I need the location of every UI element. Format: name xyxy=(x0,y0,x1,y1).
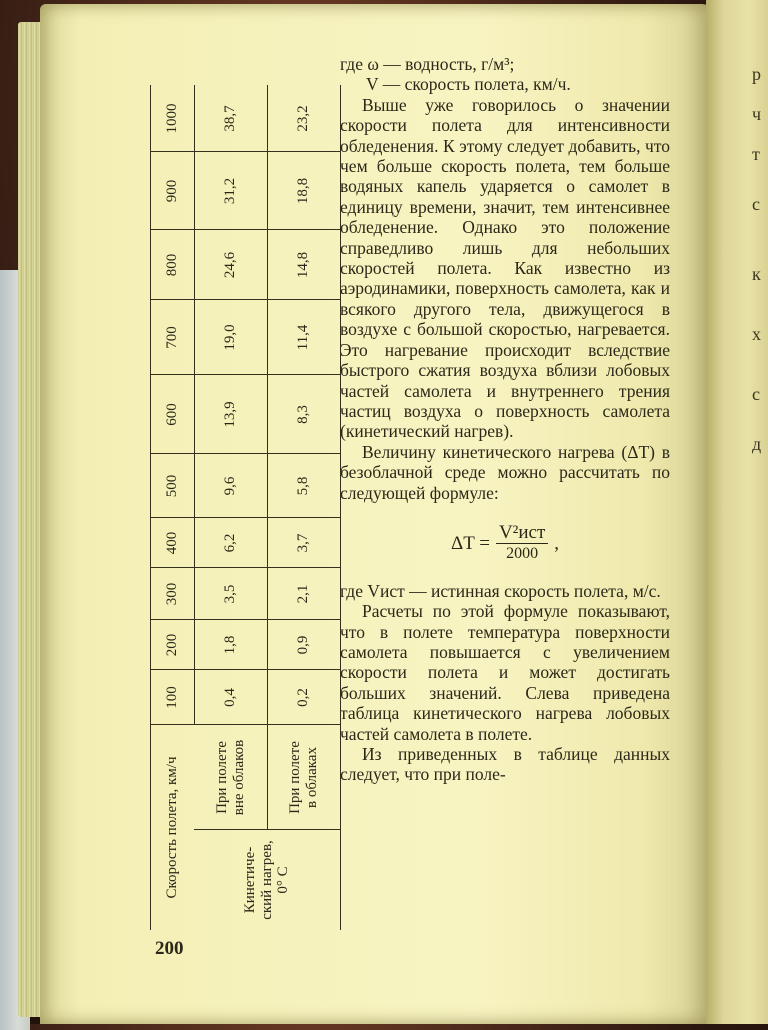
row-label-line: вне облаков xyxy=(230,739,247,816)
table-cell: 13,9 xyxy=(222,401,239,428)
table-cell: 31,2 xyxy=(222,177,239,205)
definition-line: где Vист — истинная скорость полета, м/с. xyxy=(340,580,661,601)
row-label-line: При полете xyxy=(214,741,230,814)
paragraph: Выше уже говорилось о значении скорости полета для интенсивности обледенения. К этому следует добавить, что чем больше скорость полета, тем больше водяных капель ударяется о самолет в единицу времени, значит, тем интенсивнее обледенение. Однако это положение справедливо лишь для небольших скоростей полета. Как известно из аэродинамики, поверхность самолета, как и всякого другого тела, движущегося в воздухе с большой скоростью, нагревается. Это нагревание происходит вследствие быстрого сжатия воздуха вблизи лобовых частей самолета и внутреннего трения частиц воздуха о поверхность самолета (кинетический нагрев). xyxy=(340,94,670,442)
table-row-label xyxy=(267,725,340,830)
next-page-fragment: д xyxy=(752,434,762,454)
table-cell: 9,6 xyxy=(222,476,239,496)
formula-denominator: 2000 xyxy=(506,545,539,563)
table-cell: 5,8 xyxy=(295,476,312,496)
table-cell: 19,0 xyxy=(222,324,239,351)
group-label-line: ский нагрев, xyxy=(258,840,275,920)
group-label-line: Кинетиче- xyxy=(242,846,259,914)
table-cell: 3,7 xyxy=(295,533,312,553)
next-page-fragment: х xyxy=(752,324,761,344)
table-cell: 11,4 xyxy=(295,324,312,351)
definition-line: V — скорость полета, км/ч. xyxy=(366,74,571,95)
next-page-fragment: р xyxy=(752,64,761,84)
formula-lhs: ΔT = xyxy=(450,532,490,554)
row-label-line: в облаках xyxy=(303,747,320,808)
next-page-edge xyxy=(706,0,768,1024)
formula-numerator: V²ист xyxy=(496,523,548,544)
table-cell: 14,8 xyxy=(295,251,312,279)
table-speed-header: 1000 xyxy=(163,103,180,134)
paragraph: Из приведенных в таблице данных следует, что при поле- xyxy=(340,744,670,785)
table-cell: 0,4 xyxy=(222,688,239,707)
table-cell: 24,6 xyxy=(222,251,239,279)
formula-tail: , xyxy=(554,532,560,554)
next-page-fragment: с xyxy=(752,194,760,214)
table-cell: 38,7 xyxy=(222,105,239,132)
table-cell: 8,3 xyxy=(295,405,312,424)
table-speed-header: 200 xyxy=(163,633,180,657)
definition-line: где ω — водность, г/м³; xyxy=(340,54,515,74)
table-speed-header: 800 xyxy=(163,253,180,277)
formula xyxy=(340,523,670,565)
table-cell: 3,5 xyxy=(222,584,239,604)
table-speed-header: 400 xyxy=(163,531,180,555)
table-cell: 6,2 xyxy=(222,533,239,553)
table-speed-header: 300 xyxy=(163,582,180,606)
table-header-speed: Скорость полета, км/ч xyxy=(163,756,180,899)
table-cell: 18,8 xyxy=(295,177,312,205)
next-page-fragment: ч xyxy=(752,104,762,124)
table-cell: 0,2 xyxy=(295,688,312,707)
group-label-line: 0° С xyxy=(275,866,292,894)
table-cell: 23,2 xyxy=(295,105,312,132)
next-page-fragment: т xyxy=(752,144,760,164)
table-row-label xyxy=(194,725,267,830)
table-cell: 2,1 xyxy=(295,584,312,604)
row-label-line: При полете xyxy=(287,741,303,814)
body-text-column xyxy=(340,54,670,785)
table-speed-header: 700 xyxy=(163,326,180,349)
table-speed-header: 600 xyxy=(163,403,180,426)
table-speed-header: 100 xyxy=(163,686,180,709)
next-page-fragment: к xyxy=(752,264,761,284)
paragraph: Величину кинетического нагрева (ΔT) в безоблачной среде можно рассчитать по следующей формуле: xyxy=(340,441,670,503)
next-page-fragment: с xyxy=(752,384,760,404)
paragraph: Расчеты по этой формуле показывают, что в полете температура поверхности самолета повышается с увеличением скорости полета и может достигать больших значений. Слева приведена таблица кинетического нагрева лобовых частей самолета в полете. xyxy=(340,601,670,744)
table-cell: 1,8 xyxy=(222,635,239,655)
kinetic-heating-table xyxy=(150,80,340,930)
table-group-label xyxy=(194,830,340,930)
formula-fraction xyxy=(496,523,548,565)
page-number: 200 xyxy=(155,938,184,959)
table-speed-header: 500 xyxy=(163,474,180,498)
table-cell: 0,9 xyxy=(295,635,312,655)
table-speed-header: 900 xyxy=(163,179,180,203)
